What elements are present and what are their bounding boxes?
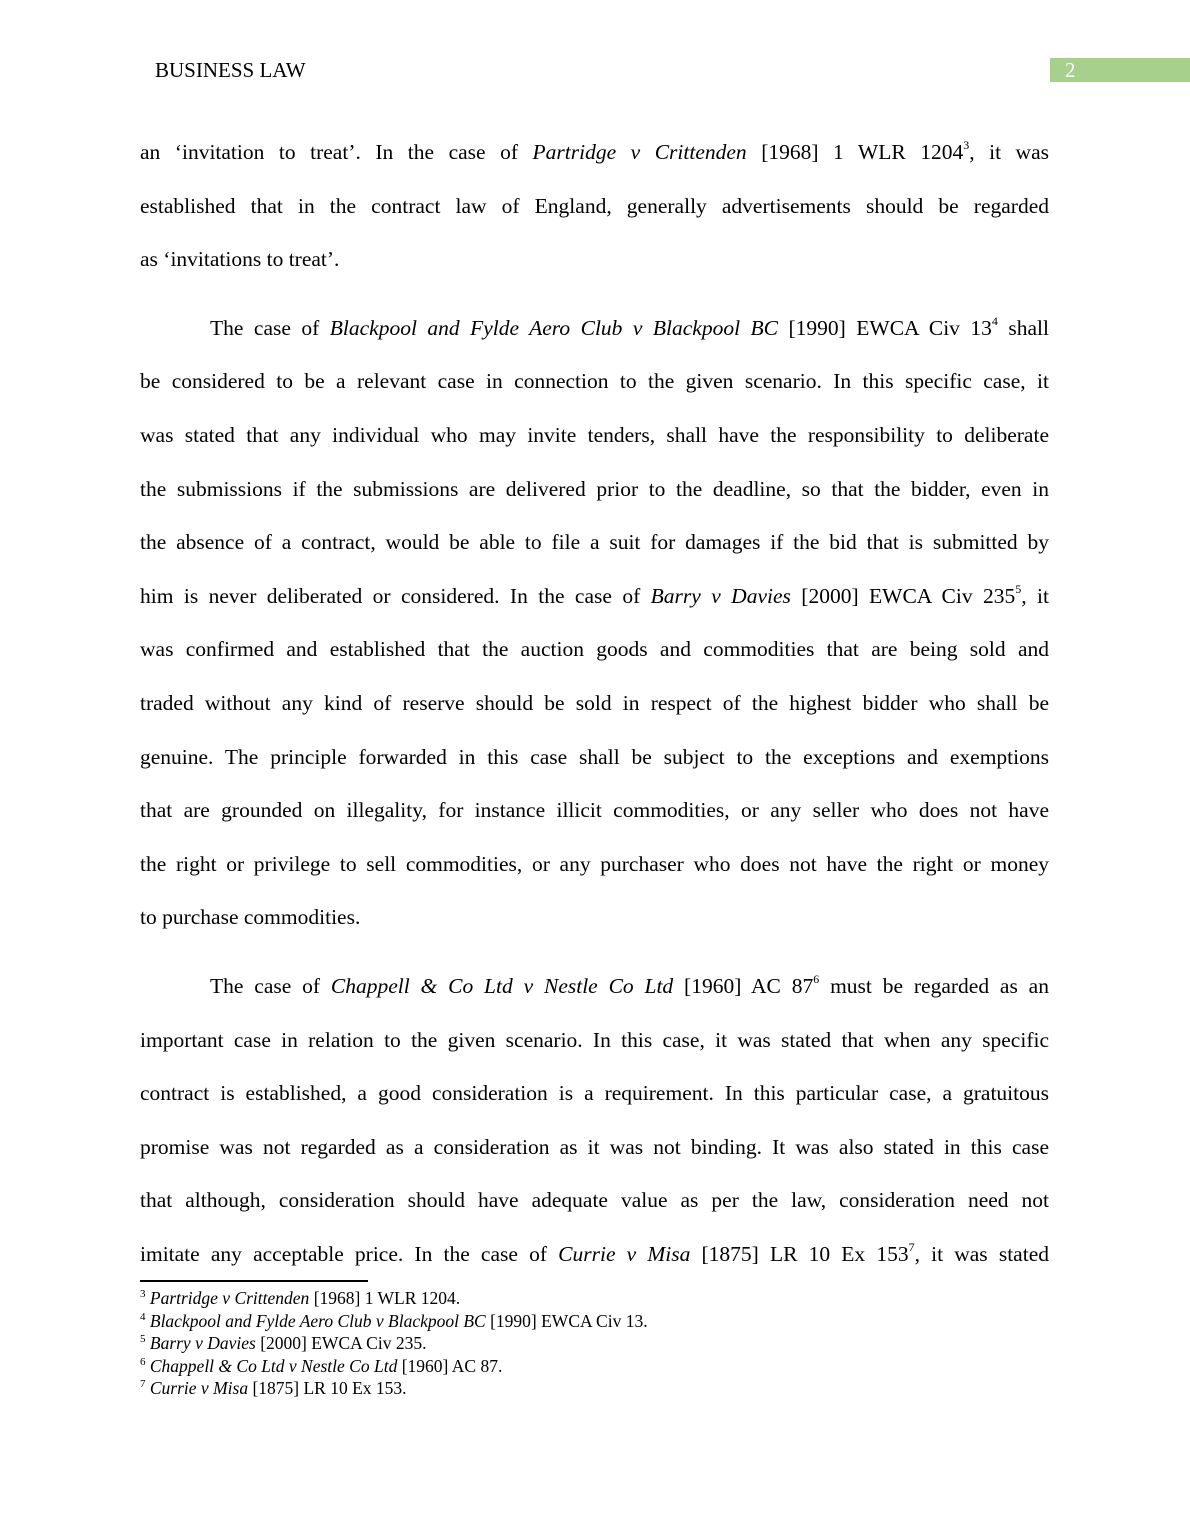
text-run: established that in the contract law of England, generally advertisements should be regarded [140, 193, 1049, 218]
case-name: Blackpool and Fylde Aero Club v Blackpool BC [329, 315, 779, 340]
case-name: Barry v Davies [650, 583, 791, 608]
page-number-box [1050, 58, 1190, 82]
document-body [140, 126, 1049, 1296]
text-line [140, 838, 1049, 892]
text-run: [1968] 1 WLR 1204 [746, 140, 964, 164]
citation: [1990] EWCA Civ 13. [485, 1310, 648, 1331]
text-run: , it was stated [914, 1241, 1049, 1266]
text-line [140, 302, 1049, 356]
footnote [140, 1310, 648, 1333]
footnote [140, 1355, 648, 1378]
footnote-number: 7 [140, 1378, 146, 1390]
text-run: [1990] EWCA Civ 13 [778, 315, 992, 340]
text-run: The case of [210, 973, 331, 998]
text-line [140, 409, 1049, 463]
text-line [140, 677, 1049, 731]
page-number: 2 [1065, 58, 1076, 82]
text-line [140, 1174, 1049, 1228]
footnote-separator [140, 1280, 368, 1282]
footnotes [140, 1287, 648, 1400]
text-run: , it [1021, 583, 1049, 608]
paragraph [140, 126, 1049, 287]
text-run: was confirmed and established that the auction goods and commodities that are being sold and [140, 637, 1049, 662]
text-line [140, 1228, 1049, 1282]
case-name: Partridge v Crittenden [149, 1288, 310, 1308]
text-run: was stated that any individual who may invite tenders, shall have the responsibility to deliberate [140, 422, 1049, 447]
text-run: shall [997, 315, 1049, 340]
citation: [1960] AC 87. [397, 1355, 503, 1376]
citation: [1875] LR 10 Ex 153. [248, 1378, 407, 1398]
text-line [140, 784, 1049, 838]
footnote [140, 1377, 648, 1400]
text-run: that are grounded on illegality, for instance illicit commodities, or any seller who does not have [140, 798, 1049, 823]
text-run: that although, consideration should have adequate value as per the law, consideration need not [140, 1188, 1049, 1213]
text-line [140, 1067, 1049, 1121]
text-run: contract is established, a good consideration is a requirement. In this particular case, a gratuitous [140, 1081, 1049, 1106]
case-name: Partridge v Crittenden [532, 140, 747, 164]
text-line [140, 1121, 1049, 1175]
text-run: the submissions if the submissions are delivered prior to the deadline, so that the bidder, even in [140, 476, 1049, 501]
text-line [140, 233, 1049, 287]
text-line [140, 623, 1049, 677]
text-run: The case of [210, 315, 330, 340]
footnote-number: 3 [140, 1288, 146, 1300]
footnote-ref: 7 [908, 1239, 915, 1254]
text-line [140, 355, 1049, 409]
footnote-ref: 6 [813, 971, 820, 986]
text-run: to purchase commodities. [140, 905, 361, 930]
footnote-ref: 5 [1015, 581, 1022, 596]
text-run: genuine. The principle forwarded in this case shall be subject to the exceptions and exemptions [140, 744, 1049, 769]
text-line [140, 731, 1049, 785]
text-line [140, 570, 1049, 624]
text-line [140, 1014, 1049, 1068]
text-run: the absence of a contract, would be able to file a suit for damages if the bid that is submitted by [140, 530, 1049, 555]
case-name: Chappell & Co Ltd v Nestle Co Ltd [330, 973, 674, 998]
text-run: important case in relation to the given scenario. In this case, it was stated that when any specific [140, 1027, 1049, 1052]
footnote-number: 4 [140, 1310, 146, 1323]
header-title: BUSINESS LAW [155, 58, 306, 82]
footnote-number: 5 [140, 1333, 146, 1345]
text-run: promise was not regarded as a consideration as it was not binding. It was also stated in this case [140, 1134, 1049, 1159]
footnote-ref: 3 [963, 138, 970, 152]
footnote [140, 1332, 648, 1355]
text-run: the right or privilege to sell commodities, or any purchaser who does not have the right or money [140, 851, 1049, 876]
footnote-ref: 4 [991, 313, 998, 328]
text-run: as ‘invitations to treat’. [140, 247, 340, 272]
text-run: must be regarded as an [819, 973, 1049, 998]
citation: [2000] EWCA Civ 235. [255, 1333, 427, 1353]
text-run: [1960] AC 87 [673, 973, 814, 998]
case-name: Currie v Misa [149, 1378, 249, 1398]
text-line [140, 960, 1049, 1014]
text-line [140, 126, 1049, 180]
text-run: him is never deliberated or considered. In the case of [140, 583, 651, 608]
footnote [140, 1287, 648, 1310]
text-run: imitate any acceptable price. In the case of [140, 1241, 559, 1266]
citation: [1968] 1 WLR 1204. [309, 1288, 461, 1308]
text-run: be considered to be a relevant case in connection to the given scenario. In this specific case, it [140, 369, 1049, 394]
footnote-number: 6 [140, 1355, 146, 1368]
text-run: traded without any kind of reserve should be sold in respect of the highest bidder who shall be [140, 690, 1049, 715]
text-run: [1875] LR 10 Ex 153 [690, 1241, 909, 1266]
text-line [140, 463, 1049, 517]
paragraph [140, 302, 1049, 945]
case-name: Chappell & Co Ltd v Nestle Co Ltd [149, 1355, 398, 1376]
text-run: an ‘invitation to treat’. In the case of [140, 140, 533, 164]
text-line [140, 516, 1049, 570]
case-name: Blackpool and Fylde Aero Club v Blackpool BC [149, 1310, 486, 1331]
text-line [140, 891, 1049, 945]
case-name: Currie v Misa [558, 1241, 691, 1266]
paragraph [140, 960, 1049, 1282]
text-line [140, 180, 1049, 234]
text-run: [2000] EWCA Civ 235 [790, 583, 1016, 608]
case-name: Barry v Davies [149, 1333, 256, 1353]
text-run: , it was [969, 140, 1049, 164]
